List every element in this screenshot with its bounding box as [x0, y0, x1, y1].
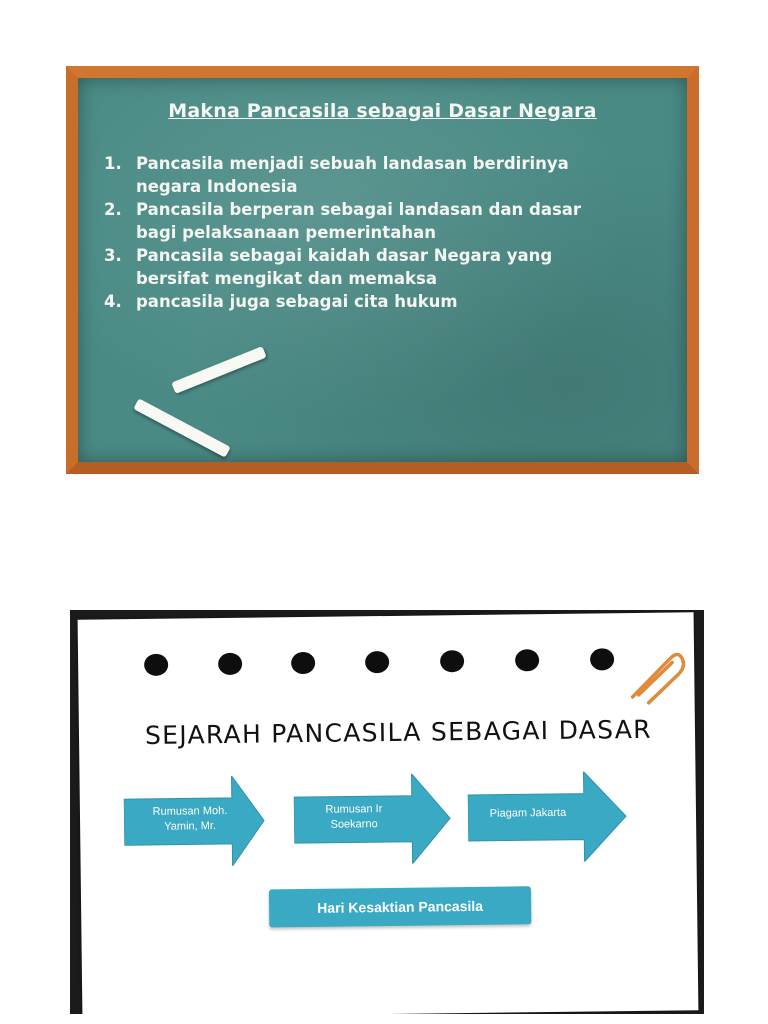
item-number: 2. — [104, 200, 122, 219]
arrow-label — [294, 802, 414, 833]
list-item — [104, 244, 664, 290]
binder-hole-icon — [515, 649, 539, 671]
item-number: 1. — [104, 154, 122, 173]
list-item — [104, 290, 664, 313]
item-line: bersifat mengikat dan memaksa — [136, 269, 437, 288]
paperclip-icon — [622, 644, 687, 705]
chalk-stick-icon — [133, 398, 230, 457]
item-line: pancasila juga sebagai cita hukum — [136, 292, 458, 311]
arrow-label-line: Yamin, Mr. — [164, 820, 217, 833]
notebook-slide — [70, 610, 704, 1014]
timeline-arrow — [294, 773, 467, 865]
item-number: 4. — [104, 292, 122, 311]
timeline-arrow — [124, 775, 297, 867]
binder-hole-icon — [440, 650, 464, 672]
list-item — [104, 152, 664, 198]
arrow-label — [468, 806, 588, 822]
binder-hole-icon — [218, 653, 242, 675]
slide-title: Makna Pancasila sebagai Dasar Negara — [168, 100, 597, 122]
chalk-stick-icon — [171, 346, 266, 394]
binder-hole-icon — [291, 652, 315, 674]
binder-hole-icon — [144, 654, 168, 676]
item-text — [136, 290, 664, 313]
arrow-label-line: Rumusan Moh. — [152, 804, 228, 818]
item-line: Pancasila menjadi sebuah landasan berdirinya — [136, 154, 569, 173]
arrow-label-line: Rumusan Ir — [325, 803, 383, 816]
arrow-label-line: Piagam Jakarta — [489, 806, 567, 820]
item-line: bagi pelaksanaan pemerintahan — [136, 223, 436, 242]
meaning-list — [104, 152, 664, 313]
item-text — [136, 152, 664, 198]
item-text — [136, 198, 664, 244]
timeline-arrow — [467, 771, 640, 863]
binder-hole-icon — [590, 648, 614, 670]
notebook-paper — [78, 612, 699, 1014]
hari-kesaktian-box: Hari Kesaktian Pancasila — [269, 886, 531, 927]
arrow-label-line: Soekarno — [330, 818, 378, 831]
item-line: negara Indonesia — [136, 177, 298, 196]
slide-title: SEJARAH PANCASILA SEBAGAI DASAR — [144, 714, 652, 750]
list-item — [104, 198, 664, 244]
item-line: Pancasila berperan sebagai landasan dan dasar — [136, 200, 582, 219]
item-text — [136, 244, 664, 290]
item-number: 3. — [104, 246, 122, 265]
binder-hole-icon — [365, 651, 389, 673]
item-line: Pancasila sebagai kaidah dasar Negara yang — [136, 246, 553, 265]
chalkboard-slide — [66, 66, 699, 474]
arrow-label — [124, 804, 256, 836]
